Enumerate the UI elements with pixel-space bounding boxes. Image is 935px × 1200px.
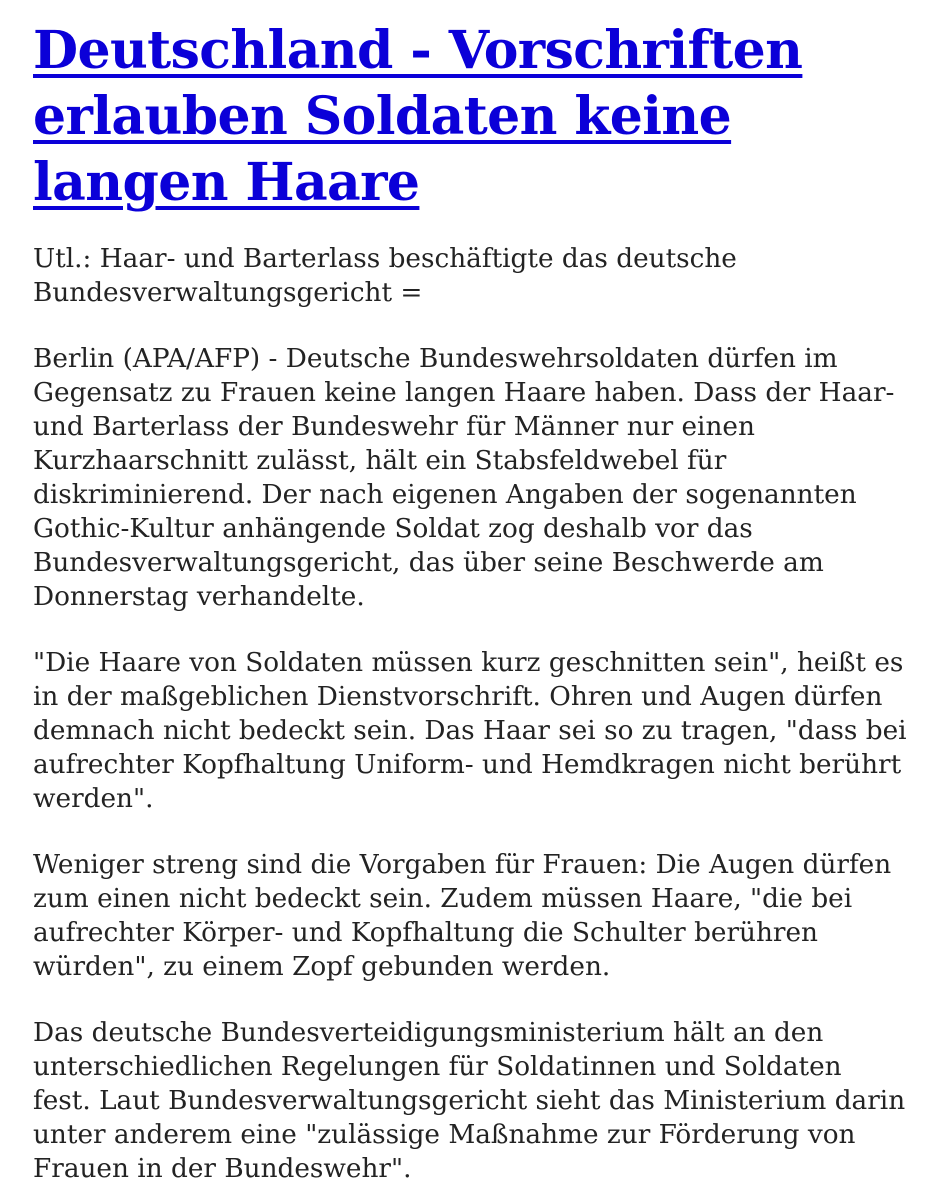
headline-link[interactable]: Deutschland - Vorschriften erlauben Soldaten keine langen Haare — [33, 20, 803, 213]
article-paragraph-3: Weniger streng sind die Vorgaben für Frauen: Die Augen dürfen zum einen nicht bedeckt sein. Zudem müssen Haare, "die bei aufrechter Körper- und Kopfhaltung die Schulter berühren würden", zu einem Zopf gebunden werden. — [33, 850, 892, 982]
article-paragraph-4: Das deutsche Bundesverteidigungsministerium hält an den unterschiedlichen Regelungen für Soldatinnen und Soldaten fest. Laut Bundesverwaltungsgericht sieht das Ministerium darin unter anderem eine "zulässige Maßnahme zur Förderung von Frauen in der Bundeswehr". — [33, 1018, 906, 1184]
article-paragraph-2: "Die Haare von Soldaten müssen kurz geschnitten sein", heißt es in der maßgeblichen Dienstvorschrift. Ohren und Augen dürfen demnach nicht bedeckt sein. Das Haar sei so zu tragen, "dass bei aufrechter Kopfhaltung Uniform- und Hemdkragen nicht berührt werden". — [33, 648, 907, 814]
article-paragraph-1: Berlin (APA/AFP) - Deutsche Bundeswehrsoldaten dürfen im Gegensatz zu Frauen keine langen Haare haben. Dass der Haar- und Barterlass der Bundeswehr für Männer nur einen Kurzhaarschnitt zulässt, hält ein Stabsfeldwebel für diskriminierend. Der nach eigenen Angaben der sogenannten Gothic-Kultur anhängende Soldat zog deshalb vor das Bundesverwaltungsgericht, das über seine Beschwerde am Donnerstag verhandelte. — [33, 344, 895, 612]
article-subtitle: Utl.: Haar- und Barterlass beschäftigte das deutsche Bundesverwaltungsgericht = — [33, 244, 737, 308]
article-headline — [33, 18, 907, 216]
